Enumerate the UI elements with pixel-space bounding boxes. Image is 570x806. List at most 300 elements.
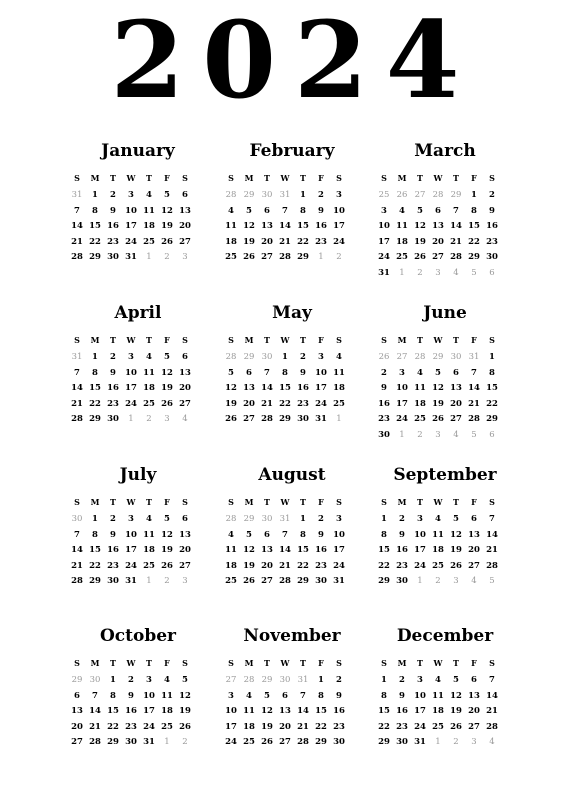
day: 3 <box>128 190 134 200</box>
day: 25 <box>432 560 444 571</box>
adjacent-day: 3 <box>164 414 170 424</box>
day: 7 <box>74 529 80 540</box>
day: 28 <box>279 252 291 262</box>
day: 28 <box>71 414 83 424</box>
day: 10 <box>414 690 426 701</box>
day: 1 <box>282 352 288 362</box>
day: 2 <box>489 190 495 200</box>
day: 6 <box>264 205 270 216</box>
day: 25 <box>414 414 426 424</box>
day: 10 <box>125 205 137 216</box>
day: 18 <box>432 545 444 555</box>
adjacent-day: 2 <box>435 576 441 586</box>
adjacent-day: 5 <box>489 576 495 586</box>
adjacent-day: 6 <box>489 267 495 278</box>
day: 10 <box>333 529 345 540</box>
day: 9 <box>110 367 116 378</box>
weekday-label: W <box>280 497 290 507</box>
day: 24 <box>125 236 137 247</box>
day: 27 <box>179 398 191 409</box>
day: 15 <box>378 706 390 716</box>
day: 29 <box>89 576 101 586</box>
day: 28 <box>450 252 462 262</box>
day: 4 <box>336 352 342 362</box>
day: 13 <box>468 529 480 540</box>
weekday-label: W <box>433 335 443 345</box>
day: 1 <box>92 514 98 524</box>
month-august <box>222 464 362 590</box>
day: 17 <box>143 706 155 716</box>
day: 5 <box>164 190 170 200</box>
day: 5 <box>228 367 234 378</box>
day: 22 <box>107 721 119 732</box>
day: 16 <box>107 383 119 393</box>
month-name: May <box>272 303 312 323</box>
day: 17 <box>414 545 426 555</box>
day: 26 <box>179 721 191 732</box>
adjacent-day: 3 <box>182 252 188 262</box>
day: 17 <box>333 545 345 555</box>
day: 24 <box>143 721 155 732</box>
day: 9 <box>318 205 324 216</box>
day: 8 <box>92 367 98 378</box>
day: 16 <box>333 706 345 716</box>
day-grid <box>375 333 515 443</box>
adjacent-day: 5 <box>471 429 477 440</box>
day: 5 <box>164 514 170 524</box>
day: 2 <box>318 190 324 200</box>
weekday-label: F <box>471 497 477 507</box>
day: 12 <box>450 690 462 701</box>
day: 12 <box>161 367 173 378</box>
weekday-label: W <box>126 497 136 507</box>
day: 18 <box>225 560 237 571</box>
day: 4 <box>228 205 234 216</box>
weekday-label: W <box>433 497 443 507</box>
adjacent-day: 25 <box>378 190 390 200</box>
day: 20 <box>243 398 255 409</box>
day: 3 <box>399 367 405 378</box>
day-grid <box>68 171 208 266</box>
day: 2 <box>110 352 116 362</box>
weekday-label: M <box>90 173 100 183</box>
day: 7 <box>300 690 306 701</box>
day: 21 <box>261 398 273 409</box>
weekday-label: S <box>228 173 234 183</box>
day: 15 <box>315 706 327 716</box>
day: 21 <box>486 706 498 716</box>
day: 1 <box>489 352 495 362</box>
day: 24 <box>225 737 237 747</box>
day: 25 <box>432 721 444 732</box>
day: 1 <box>110 675 116 685</box>
day: 21 <box>71 398 83 409</box>
day: 25 <box>396 252 408 262</box>
weekday-label: S <box>74 658 80 668</box>
adjacent-day: 30 <box>89 675 101 685</box>
day: 1 <box>92 190 98 200</box>
adjacent-day: 30 <box>261 352 273 362</box>
adjacent-day: 1 <box>318 252 324 262</box>
day: 20 <box>179 383 191 393</box>
day: 29 <box>378 576 390 586</box>
day: 27 <box>279 737 291 747</box>
day: 16 <box>378 398 390 409</box>
month-june <box>375 302 515 443</box>
month-name: January <box>101 141 175 161</box>
day: 13 <box>432 221 444 231</box>
day: 3 <box>318 352 324 362</box>
day: 8 <box>489 367 495 378</box>
weekday-label: W <box>126 173 136 183</box>
day: 18 <box>225 236 237 247</box>
day-grid <box>68 656 208 751</box>
day: 24 <box>125 398 137 409</box>
weekday-label: W <box>280 658 290 668</box>
day: 7 <box>92 690 98 701</box>
day: 14 <box>71 221 83 231</box>
day: 18 <box>333 383 345 393</box>
day: 15 <box>89 383 101 393</box>
day: 28 <box>279 576 291 586</box>
adjacent-day: 29 <box>243 514 255 524</box>
day: 6 <box>435 205 441 216</box>
weekday-label: T <box>264 335 270 345</box>
day: 10 <box>225 706 237 716</box>
day: 10 <box>125 529 137 540</box>
day: 23 <box>315 236 327 247</box>
day: 12 <box>414 221 426 231</box>
day: 25 <box>161 721 173 732</box>
day: 5 <box>246 205 252 216</box>
day: 20 <box>468 706 480 716</box>
adjacent-day: 28 <box>225 514 237 524</box>
weekday-label: S <box>336 658 342 668</box>
weekday-label: S <box>381 497 387 507</box>
month-september <box>375 464 515 590</box>
day: 17 <box>333 221 345 231</box>
weekday-label: F <box>318 658 324 668</box>
month-november <box>222 625 362 751</box>
day: 14 <box>89 706 101 716</box>
month-july <box>68 464 208 590</box>
day: 28 <box>468 414 480 424</box>
day: 7 <box>74 367 80 378</box>
weekday-label: S <box>182 658 188 668</box>
adjacent-day: 30 <box>261 190 273 200</box>
day: 9 <box>300 367 306 378</box>
day: 23 <box>333 721 345 732</box>
day: 1 <box>92 352 98 362</box>
weekday-label: S <box>228 658 234 668</box>
day: 12 <box>225 383 237 393</box>
day: 6 <box>453 367 459 378</box>
day: 9 <box>128 690 134 701</box>
day: 8 <box>381 690 387 701</box>
day: 21 <box>71 560 83 571</box>
day: 30 <box>107 414 119 424</box>
weekday-label: T <box>453 497 459 507</box>
day: 27 <box>179 560 191 571</box>
weekday-label: F <box>471 173 477 183</box>
day: 30 <box>396 737 408 747</box>
day: 11 <box>143 205 155 216</box>
day: 24 <box>333 560 345 571</box>
day: 9 <box>489 205 495 216</box>
day: 25 <box>225 576 237 586</box>
day: 18 <box>143 221 155 231</box>
day: 6 <box>471 514 477 524</box>
day: 16 <box>396 706 408 716</box>
day: 5 <box>246 529 252 540</box>
year-heading: 2024 <box>110 0 478 122</box>
month-name: August <box>258 465 326 485</box>
day: 16 <box>107 545 119 555</box>
day: 8 <box>381 529 387 540</box>
day: 2 <box>110 190 116 200</box>
day: 29 <box>107 737 119 747</box>
day: 2 <box>300 352 306 362</box>
adjacent-day: 29 <box>243 190 255 200</box>
day: 6 <box>282 690 288 701</box>
day: 27 <box>450 414 462 424</box>
day: 29 <box>297 252 309 262</box>
weekday-label: F <box>164 497 170 507</box>
day: 4 <box>435 514 441 524</box>
day: 14 <box>71 383 83 393</box>
weekday-label: S <box>489 658 495 668</box>
day: 22 <box>89 236 101 247</box>
day: 3 <box>417 675 423 685</box>
day: 21 <box>297 721 309 732</box>
day: 5 <box>164 352 170 362</box>
day: 9 <box>399 690 405 701</box>
adjacent-day: 31 <box>71 352 83 362</box>
weekday-label: T <box>110 497 116 507</box>
month-name: July <box>119 465 157 485</box>
weekday-label: T <box>300 497 306 507</box>
day: 17 <box>378 236 390 247</box>
day: 14 <box>297 706 309 716</box>
weekday-label: F <box>318 497 324 507</box>
weekday-label: S <box>489 497 495 507</box>
day: 15 <box>279 383 291 393</box>
day: 8 <box>300 205 306 216</box>
weekday-label: T <box>417 335 423 345</box>
day: 18 <box>143 545 155 555</box>
day-grid <box>68 495 208 590</box>
day: 11 <box>225 221 237 231</box>
day: 28 <box>297 737 309 747</box>
day: 20 <box>261 560 273 571</box>
day: 26 <box>450 721 462 732</box>
day: 17 <box>225 721 237 732</box>
day: 7 <box>471 367 477 378</box>
adjacent-day: 2 <box>453 737 459 747</box>
day: 2 <box>128 675 134 685</box>
day: 16 <box>486 221 498 231</box>
day: 22 <box>486 398 498 409</box>
day: 21 <box>450 236 462 247</box>
day: 30 <box>378 429 390 440</box>
adjacent-day: 1 <box>417 576 423 586</box>
day: 9 <box>381 383 387 393</box>
adjacent-day: 3 <box>182 576 188 586</box>
adjacent-day: 1 <box>435 737 441 747</box>
day: 21 <box>279 236 291 247</box>
day: 10 <box>143 690 155 701</box>
day: 9 <box>318 529 324 540</box>
day: 26 <box>225 414 237 424</box>
weekday-label: M <box>90 497 100 507</box>
adjacent-day: 5 <box>471 267 477 278</box>
day: 30 <box>125 737 137 747</box>
day: 12 <box>243 221 255 231</box>
adjacent-day: 30 <box>279 675 291 685</box>
day: 11 <box>396 221 408 231</box>
weekday-label: F <box>471 335 477 345</box>
day: 11 <box>243 706 255 716</box>
day: 3 <box>228 690 234 701</box>
day: 8 <box>110 690 116 701</box>
day: 11 <box>161 690 173 701</box>
day: 22 <box>279 398 291 409</box>
adjacent-day: 3 <box>435 429 441 440</box>
weekday-label: S <box>182 335 188 345</box>
day: 17 <box>315 383 327 393</box>
day: 6 <box>471 675 477 685</box>
month-february <box>222 140 362 266</box>
day: 28 <box>71 576 83 586</box>
day: 31 <box>378 267 390 278</box>
day-grid <box>375 656 515 751</box>
adjacent-day: 2 <box>164 252 170 262</box>
day: 26 <box>161 560 173 571</box>
weekday-label: S <box>336 497 342 507</box>
day: 2 <box>399 514 405 524</box>
adjacent-day: 3 <box>435 267 441 278</box>
day: 13 <box>450 383 462 393</box>
day: 23 <box>297 398 309 409</box>
day: 3 <box>417 514 423 524</box>
day: 2 <box>336 675 342 685</box>
day: 13 <box>261 545 273 555</box>
day: 29 <box>378 737 390 747</box>
day: 20 <box>468 545 480 555</box>
month-march <box>375 140 515 281</box>
day: 11 <box>143 529 155 540</box>
day: 31 <box>333 576 345 586</box>
day: 11 <box>225 545 237 555</box>
day: 20 <box>432 236 444 247</box>
day: 18 <box>414 398 426 409</box>
day: 17 <box>414 706 426 716</box>
day: 31 <box>125 576 137 586</box>
day: 31 <box>125 252 137 262</box>
weekday-label: T <box>417 497 423 507</box>
day: 9 <box>110 529 116 540</box>
weekday-label: M <box>244 173 254 183</box>
day: 4 <box>246 690 252 701</box>
weekday-label: S <box>74 497 80 507</box>
day: 10 <box>396 383 408 393</box>
day: 19 <box>432 398 444 409</box>
day: 4 <box>417 367 423 378</box>
weekday-label: S <box>381 173 387 183</box>
day: 15 <box>297 221 309 231</box>
adjacent-day: 4 <box>489 737 495 747</box>
weekday-label: M <box>397 658 407 668</box>
day: 18 <box>432 706 444 716</box>
day: 5 <box>182 675 188 685</box>
adjacent-day: 28 <box>432 190 444 200</box>
day: 4 <box>164 675 170 685</box>
adjacent-day: 31 <box>71 190 83 200</box>
day: 4 <box>399 205 405 216</box>
day: 19 <box>243 560 255 571</box>
weekday-label: T <box>417 173 423 183</box>
day: 11 <box>432 690 444 701</box>
weekday-label: M <box>397 497 407 507</box>
weekday-label: S <box>381 658 387 668</box>
weekday-label: M <box>397 335 407 345</box>
weekday-label: M <box>90 335 100 345</box>
adjacent-day: 4 <box>182 414 188 424</box>
day: 16 <box>315 221 327 231</box>
day: 23 <box>396 721 408 732</box>
adjacent-day: 31 <box>468 352 480 362</box>
day: 20 <box>179 545 191 555</box>
month-january <box>68 140 208 266</box>
day: 28 <box>261 414 273 424</box>
day: 15 <box>107 706 119 716</box>
day: 23 <box>107 560 119 571</box>
day: 7 <box>489 514 495 524</box>
weekday-label: T <box>146 658 152 668</box>
day: 14 <box>261 383 273 393</box>
adjacent-day: 3 <box>453 576 459 586</box>
adjacent-day: 30 <box>450 352 462 362</box>
day: 7 <box>264 367 270 378</box>
day: 4 <box>146 514 152 524</box>
day: 24 <box>414 721 426 732</box>
adjacent-day: 2 <box>417 267 423 278</box>
weekday-label: F <box>164 658 170 668</box>
adjacent-day: 31 <box>297 675 309 685</box>
day: 2 <box>381 367 387 378</box>
day: 21 <box>71 236 83 247</box>
day: 14 <box>279 221 291 231</box>
weekday-label: T <box>264 497 270 507</box>
weekday-label: W <box>433 658 443 668</box>
day: 27 <box>468 721 480 732</box>
day-grid <box>375 495 515 590</box>
adjacent-day: 29 <box>450 190 462 200</box>
adjacent-day: 28 <box>225 190 237 200</box>
weekday-label: S <box>489 173 495 183</box>
day-grid <box>222 171 362 266</box>
day: 2 <box>110 514 116 524</box>
day: 12 <box>179 690 191 701</box>
day: 19 <box>225 398 237 409</box>
month-may <box>222 302 362 428</box>
day: 21 <box>468 398 480 409</box>
day: 19 <box>179 706 191 716</box>
day: 17 <box>125 383 137 393</box>
day: 17 <box>396 398 408 409</box>
adjacent-day: 27 <box>396 352 408 362</box>
adjacent-day: 28 <box>414 352 426 362</box>
